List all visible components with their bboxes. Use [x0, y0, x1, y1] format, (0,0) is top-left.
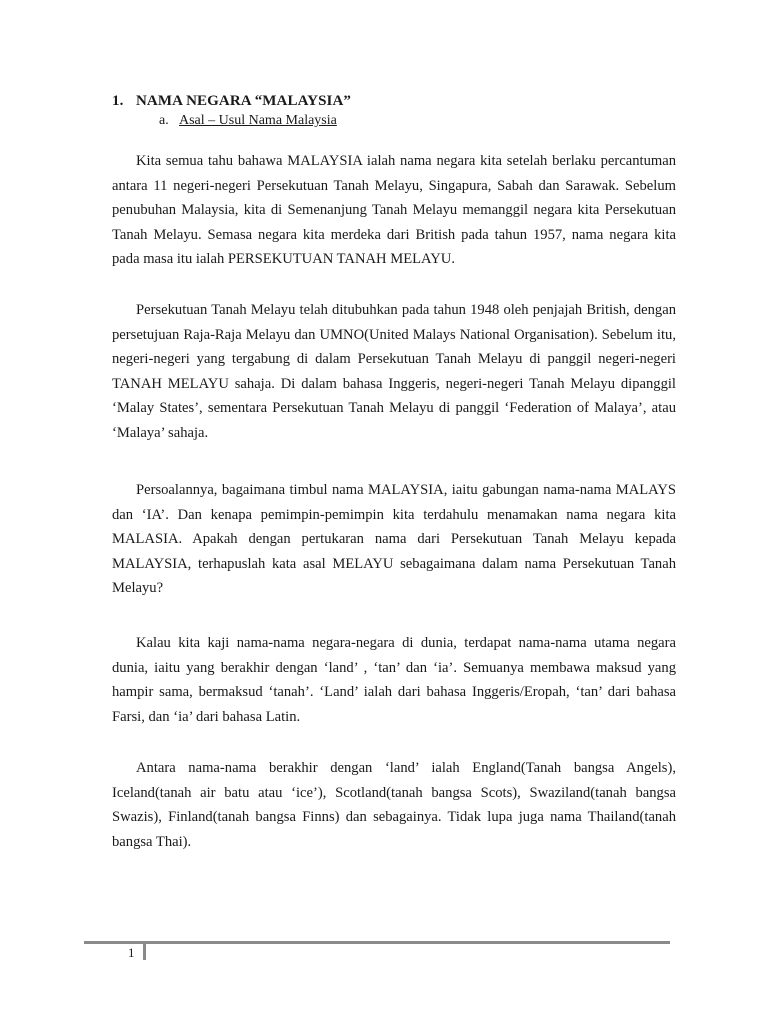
section-title: NAMA NEGARA “MALAYSIA” [136, 93, 351, 109]
page-number: 1 [128, 945, 135, 960]
subsection-title: Asal – Usul Nama Malaysia [179, 113, 337, 128]
paragraph-4: Kalau kita kaji nama-nama negara-negara di dunia, terdapat nama-nama utama negara dunia, iaitu yang berakhir dengan ‘land’ , ‘tan’ dan ‘ia’. Semuanya membawa maksud yang hampir sama, bermaksud ‘tanah’. ‘Land’ ialah dari bahasa Inggeris/Eropah, ‘tan’ dari bahasa Farsi, dan ‘ia’ dari bahasa Latin. [112, 635, 676, 725]
paragraph-5: Antara nama-nama berakhir dengan ‘land’ ialah England(Tanah bangsa Angels), Iceland(tanah air batu atau ‘ice’), Scotland(tanah bangsa Scots), Swaziland(tanah bangsa Swazis), Finland(tanah bangsa Finns) dan sebagainya. Tidak lupa juga nama Thailand(tanah bangsa Thai). [112, 760, 676, 850]
section-heading [112, 93, 351, 110]
subsection-heading [159, 113, 337, 129]
paragraph-3: Persoalannya, bagaimana timbul nama MALAYSIA, iaitu gabungan nama-nama MALAYS dan ‘IA’. Dan kenapa pemimpin-pemimpin kita terdahulu menamakan nama negara kita MALASIA. Apakah dengan pertukaran nama dari Persekutuan Tanah Melayu kepada MALAYSIA, terhapuslah kata asal MELAYU sebagaimana dalam nama Persekutuan Tanah Melayu? [112, 482, 676, 597]
footer-divider [84, 941, 670, 944]
section-number: 1. [112, 93, 124, 109]
paragraph-1: Kita semua tahu bahawa MALAYSIA ialah nama negara kita setelah berlaku percantuman antara 11 negeri-negeri Persekutuan Tanah Melayu, Singapura, Sabah dan Sarawak. Sebelum penubuhan Malaysia, kita di Semenanjung Tanah Melayu memanggil negara kita Persekutuan Tanah Melayu. Semasa negara kita merdeka dari British pada tahun 1957, nama negara kita pada masa itu ialah PERSEKUTUAN TANAH MELAYU. [112, 153, 676, 268]
paragraph-2: Persekutuan Tanah Melayu telah ditubuhkan pada tahun 1948 oleh penjajah British, dengan persetujuan Raja-Raja Melayu dan UMNO(United Malays National Organisation). Sebelum itu, negeri-negeri yang tergabung di dalam Persekutuan Tanah Melayu di panggil negeri-negeri TANAH MELAYU sahaja. Di dalam bahasa Inggeris, negeri-negeri Tanah Melayu dipanggil ‘Malay States’, sementara Persekutuan Tanah Melayu di panggil ‘Federation of Malaya’, atau ‘Malaya’ sahaja. [112, 302, 676, 441]
subsection-letter: a. [159, 113, 169, 128]
page-number-separator [143, 944, 146, 960]
